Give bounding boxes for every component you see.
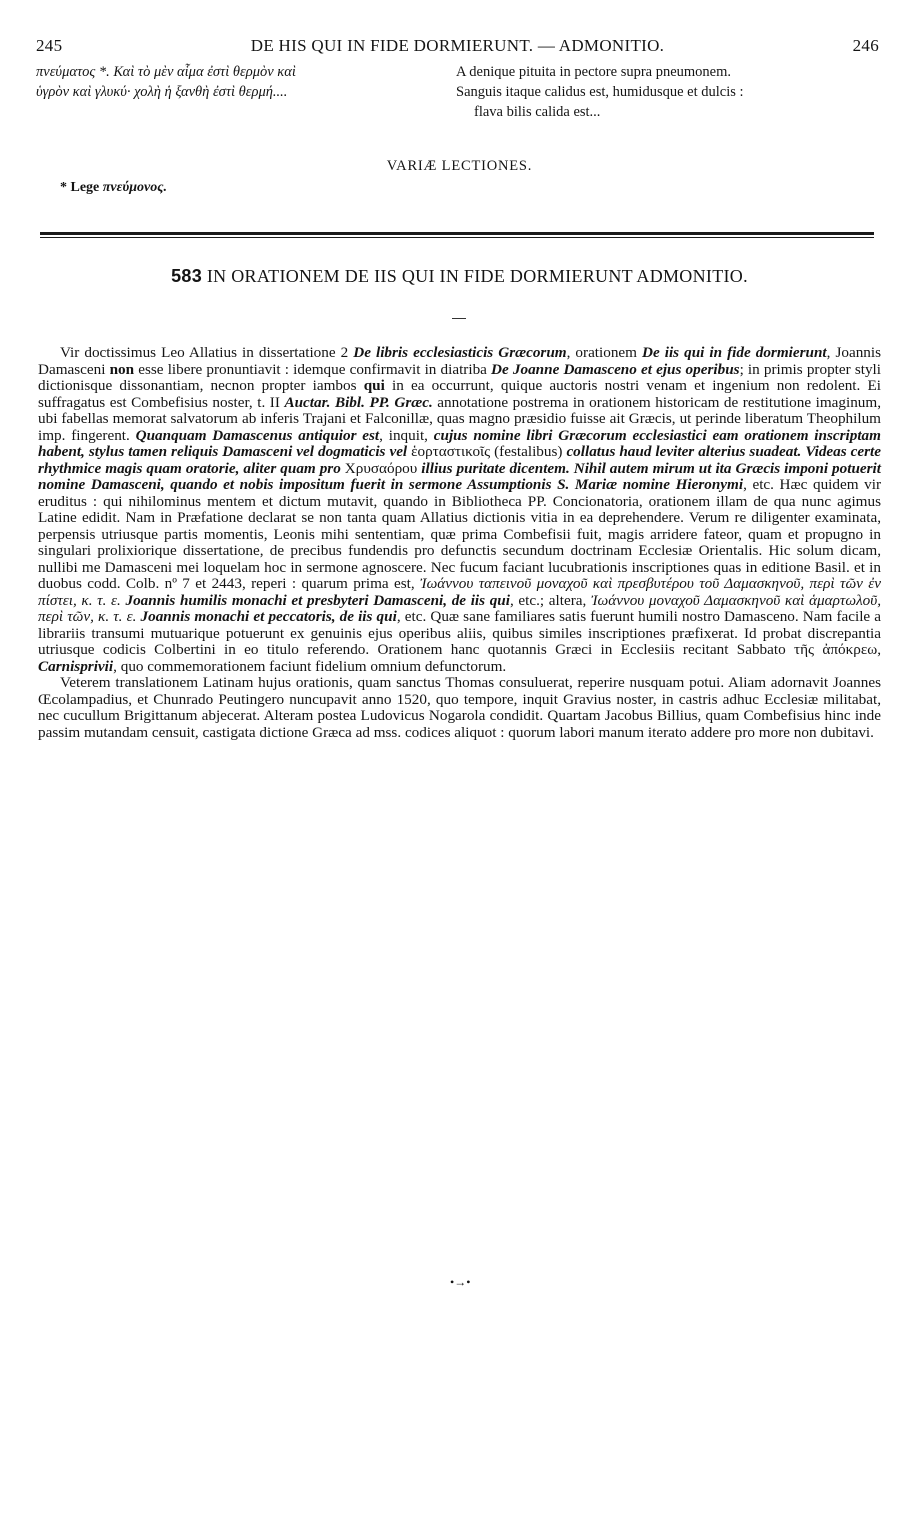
- page-number-right: 246: [852, 36, 879, 55]
- text-run: Carnisprivii: [38, 657, 114, 675]
- text-run: Joannis monachi et peccatoris, de iis qui: [140, 608, 397, 625]
- footnote-greek: πνεύμονος.: [102, 180, 167, 195]
- text-run: Auctar. Bibl. PP. Græc.: [284, 393, 433, 411]
- divider-rule-thick: [40, 232, 874, 235]
- text-run: (festalibus): [494, 443, 567, 460]
- running-title: DE HIS QUI IN FIDE DORMIERUNT. — ADMONITIO.: [250, 36, 665, 55]
- text-run: , etc. Hæc quidem vir eruditus : qui nihilominus mentem et dictum mutavit, quando in Bibliotheca PP. Concionatoria, orationem illam de qua nunc agimus Latine edidit. Nam in Præfatione declarat se non tanta quam Allatius dictionis vitia in ea deprehendere. Verum re diligenter examinata, perpensis utriusque partis momentis, Leonis mihi sententiam, quæ prima Combefisii fuit, magis arridere fateor, quam et propugno in singulari prolixiorique dissertatione, de precibus fundendis pro defunctis secundum doctrinam Ecclesiæ Orientalis. Hic solum dicam, nullibi me Damasceni mei loquelam hoc in sermone agnoscere. Nec fucum faciant lucubrationis inscriptiones quas in editione Basil. et in duobus codd. Colb. nº 7 et 2443, reperi : quarum prima est,: [38, 476, 882, 592]
- latin-line: Sanguis itaque calidus est, humidusque et dulcis :: [456, 84, 744, 100]
- text-run: De iis qui in fide dormierunt: [642, 344, 827, 361]
- text-run: esse libere pronuntiavit : idemque confirmavit in diatriba: [134, 360, 492, 378]
- text-run: in ea occurrunt, quique auctoris nostri venam et ingenium non redolent. Ei suffragatus est Combefisius noster, t. II: [38, 377, 881, 411]
- text-run: qui: [363, 377, 385, 394]
- body-text: [38, 345, 881, 741]
- text-run: Vir doctissimus Leo Allatius in dissertatione 2: [60, 344, 354, 361]
- text-run: cujus nomine libri Græcorum ecclesiastici eam orationem inscriptam habent, stylus tamen reliquis Damasceni vel dogmaticis vel: [38, 426, 881, 460]
- footnote-prefix: * Lege: [60, 180, 100, 195]
- running-head: [36, 36, 879, 58]
- text-run: , inquit,: [379, 426, 434, 444]
- text-run: Ἰωάννου ταπεινοῦ μοναχοῦ καὶ πρεσβυτέρου τοῦ Δαμασκηνοῦ, περὶ τῶν ἐν πίστει, κ. τ. ε.: [38, 575, 881, 609]
- page-number-left: 245: [36, 36, 63, 55]
- body-paragraph-2: [38, 675, 881, 741]
- text-run: collatus haud leviter alterius suadeat. Videas certe rhythmice magis quam oratorie, aliter quam pro: [38, 443, 881, 477]
- footnote: [60, 180, 167, 196]
- text-run: Veterem translationem Latinam hujus orationis, quam sanctus Thomas consuluerat, reperire nusquam potui. Aliam adornavit Joannes Œcolampadius, et Chunrado Peutingero nuncupavit anno 1520, quo tempore, inquit Gravius noster, in castris adhuc Ecclesiæ militabat, nec cucullum Brigittanum abjecerat. Alteram postea Ludovicus Nogarola condidit. Quartam Jacobus Billius, quam Combefisius hinc inde passim mutandam censuit, castigata dictione Græca ad mss. codices aliquot : quorum labori manum iterato addere pro more non dubitavi.: [38, 674, 881, 741]
- section-number: 583: [171, 266, 203, 286]
- text-run: , etc. Quæ sane familiares satis fuerunt humili nostro Damasceno. Nam facile a librariis transumi mutuarique potuerunt ex genuinis ejus operibus aliis, quibus similes inscriptiones præfixerat. Id probat discrepantia utriusque codicis Colbertini in eo titulo referendo. Orationem hanc quotannis Græci in Ecclesiis recitant Sabbato τῆς ἀπόκρεω,: [38, 608, 882, 658]
- text-run: Quanquam Damascenus antiquior est: [135, 426, 380, 444]
- text-run: , orationem: [566, 344, 643, 361]
- latin-line: A denique pituita in pectore supra pneumonem.: [456, 64, 732, 80]
- text-run: illius puritate dicentem. Nihil autem mirum ut ita Græcis imponi potuerit nomine Damasceni, quando et nobis impositum fuerit in sermone Assumptionis S. Mariæ nomine Hieronymi: [38, 459, 881, 493]
- text-run: Χρυσαόρου: [340, 459, 422, 477]
- text-run: , quo commemorationem faciunt fidelium omnium defunctorum.: [113, 657, 507, 675]
- latin-column: [456, 62, 876, 122]
- body-paragraph-1: [38, 345, 881, 675]
- text-run: ; in primis propter styli dictionisque dissonantiam, necnon propter iambos: [38, 360, 881, 394]
- text-run: Joannis humilis monachi et presbyteri Damasceni, de iis qui: [125, 591, 510, 609]
- text-run: annotatione postrema in orationem historicam de restitutione imaginum, ubi fabellas memorat salvatorum ab inferis Trajani et Falconillæ, quas magno præsidio fuisse ait Græcis, ut perinde liberatum Theophilum imp. fingerent.: [38, 393, 881, 444]
- divider-rule-thin: [40, 237, 874, 238]
- greek-line: ὑγρὸν καὶ γλυκύ· χολὴ ἡ ξανθὴ ἐστὶ θερμή....: [36, 84, 288, 100]
- greek-line: πνεύματος *. Καὶ τὸ μὲν αἷμα ἐστὶ θερμὸν καὶ: [36, 64, 296, 80]
- text-run: Ἰωάννου μοναχοῦ Δαμασκηνοῦ καὶ ἁμαρτωλοῦ, περὶ τῶν, κ. τ. ε.: [38, 591, 882, 625]
- text-run: non: [109, 360, 135, 378]
- text-run: De libris ecclesiasticis Græcorum: [353, 344, 567, 361]
- greek-column: [36, 62, 456, 102]
- text-run: De Joanne Damasceno et ejus operibus: [491, 360, 740, 378]
- bottom-ornament: •→•: [450, 1275, 471, 1289]
- section-title-text: IN ORATIONEM DE IIS QUI IN FIDE DORMIERUNT ADMONITIO.: [206, 266, 748, 286]
- latin-line: flava bilis calida est...: [474, 104, 601, 120]
- text-run: , etc.; altera,: [509, 591, 591, 609]
- variae-lectiones-heading: VARIÆ LECTIONES.: [386, 158, 533, 174]
- text-run: ἑορταστικοῖς: [407, 443, 495, 460]
- ornament-dash: [452, 318, 466, 319]
- text-run: , Joannis Damasceni: [38, 344, 882, 378]
- section-title: [0, 266, 919, 287]
